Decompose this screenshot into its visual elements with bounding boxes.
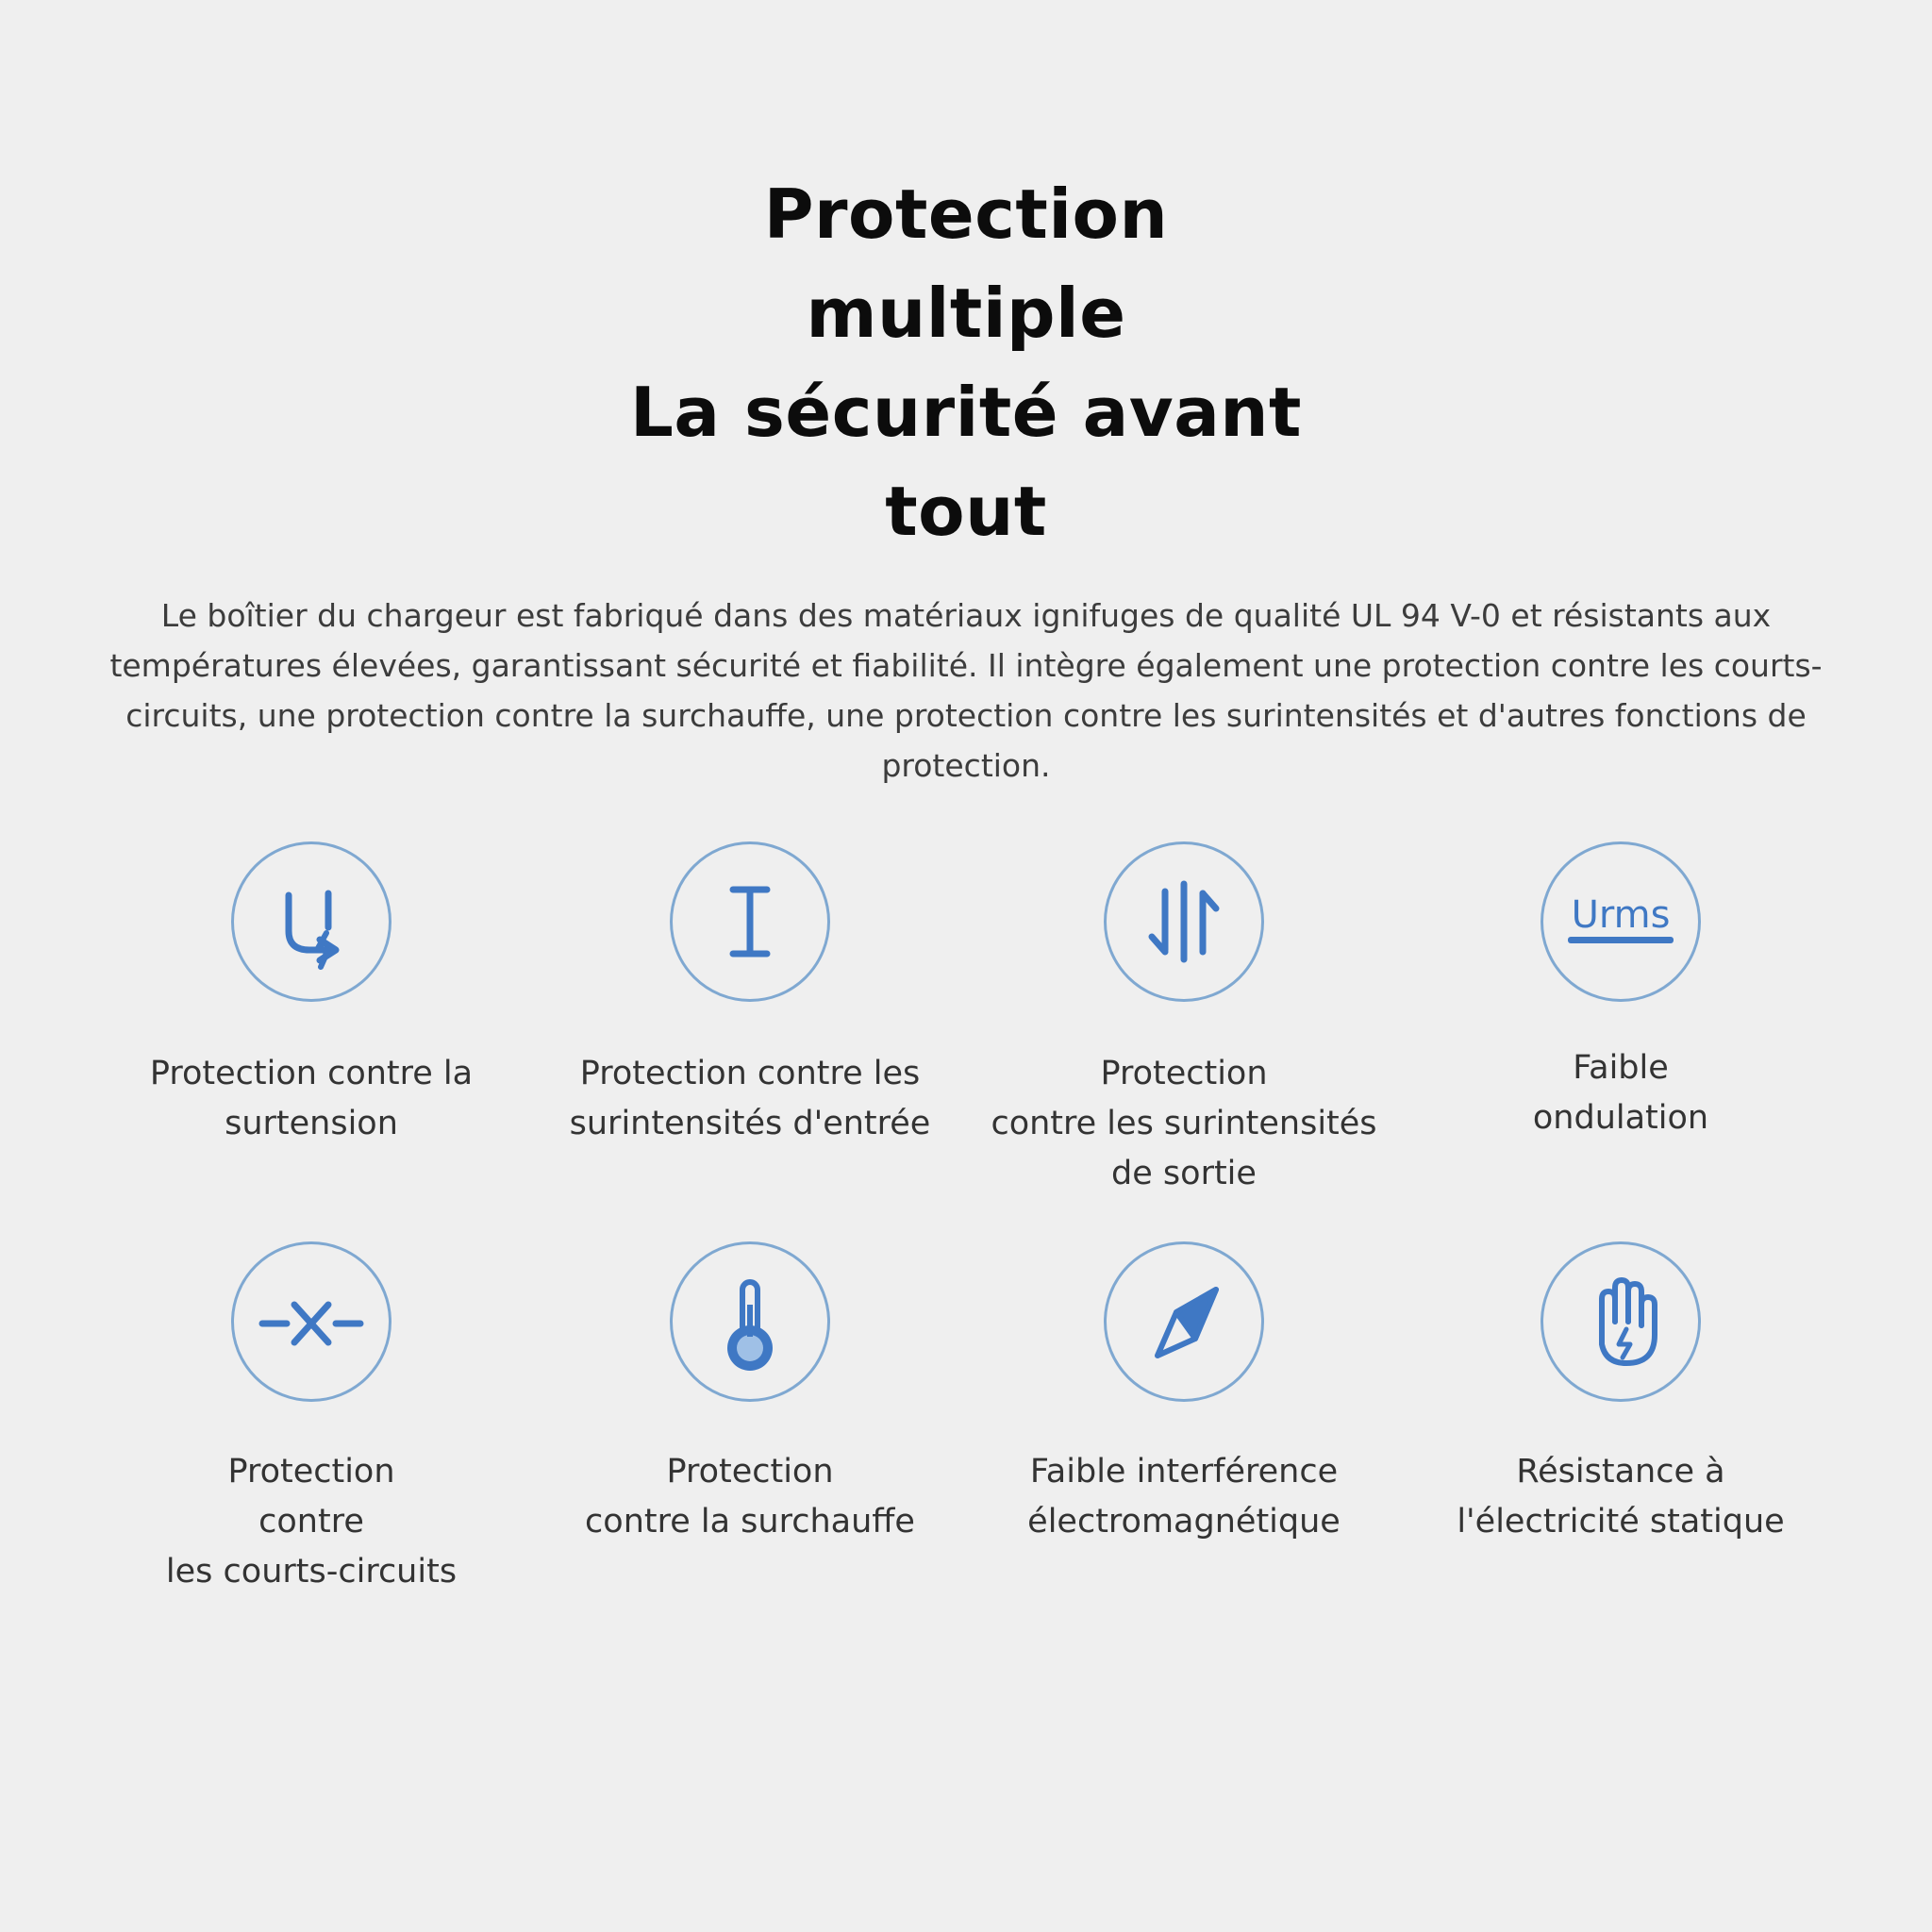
- feature-label-line: contre les surintensités: [991, 1105, 1377, 1142]
- broken-circuit-icon: [231, 1241, 391, 1402]
- feature-label-line: ondulation: [1532, 1099, 1709, 1137]
- urms-icon-text: Urms: [1571, 893, 1671, 937]
- feature-label-line: Protection: [1100, 1055, 1268, 1092]
- feature-label-line: l'électricité statique: [1457, 1503, 1785, 1541]
- feature-label-line: surintensités d'entrée: [569, 1105, 931, 1142]
- feature-label-line: les courts-circuits: [165, 1553, 458, 1591]
- feature-label-line: Faible interférence: [1029, 1453, 1339, 1491]
- feature-label-line: Protection: [227, 1453, 395, 1491]
- description-line: protection.: [881, 747, 1051, 784]
- description-paragraph: [57, 591, 1875, 791]
- feature-label-line: Faible: [1573, 1049, 1669, 1087]
- feature-label-line: Résistance à: [1516, 1453, 1725, 1491]
- feature-label: [94, 1049, 528, 1149]
- feature-label: [1404, 1043, 1838, 1143]
- feature-label-line: contre la surchauffe: [585, 1503, 915, 1541]
- surge-arrow-bolt-icon: [231, 841, 391, 1002]
- feature-label: [1404, 1447, 1838, 1547]
- title-line: multiple: [806, 274, 1126, 353]
- page-title: [0, 165, 1932, 561]
- feature-label-line: Protection: [666, 1453, 834, 1491]
- current-i-icon: [670, 841, 830, 1002]
- description-line: températures élevées, garantissant sécurité et fiabilité. Il intègre également une protection contre les courts-: [109, 647, 1823, 684]
- title-line: tout: [885, 472, 1047, 551]
- title-line: Protection: [763, 175, 1169, 254]
- feature-label-line: contre: [258, 1503, 364, 1541]
- bidirectional-arrows-icon: [1104, 841, 1264, 1002]
- title-line: La sécurité avant: [630, 373, 1302, 452]
- compass-needle-icon: [1104, 1241, 1264, 1402]
- description-line: circuits, une protection contre la surchauffe, une protection contre les surintensités et d'autres fonctions de: [125, 697, 1807, 734]
- urms-icon: [1541, 841, 1701, 1002]
- feature-label: [967, 1049, 1401, 1199]
- feature-label: [533, 1447, 967, 1547]
- feature-label-line: électromagnétique: [1027, 1503, 1341, 1541]
- feature-label: [533, 1049, 967, 1149]
- description-line: Le boîtier du chargeur est fabriqué dans des matériaux ignifuges de qualité UL 94 V-0 et résistants aux: [160, 597, 1772, 634]
- hand-bolt-icon: [1541, 1241, 1701, 1402]
- feature-label-line: Protection contre les: [579, 1055, 921, 1092]
- feature-label-line: de sortie: [1111, 1155, 1257, 1192]
- feature-label-line: Protection contre la: [149, 1055, 474, 1092]
- feature-label-line: surtension: [225, 1105, 398, 1142]
- feature-label: [967, 1447, 1401, 1547]
- feature-label: [94, 1447, 528, 1597]
- thermometer-icon: [670, 1241, 830, 1402]
